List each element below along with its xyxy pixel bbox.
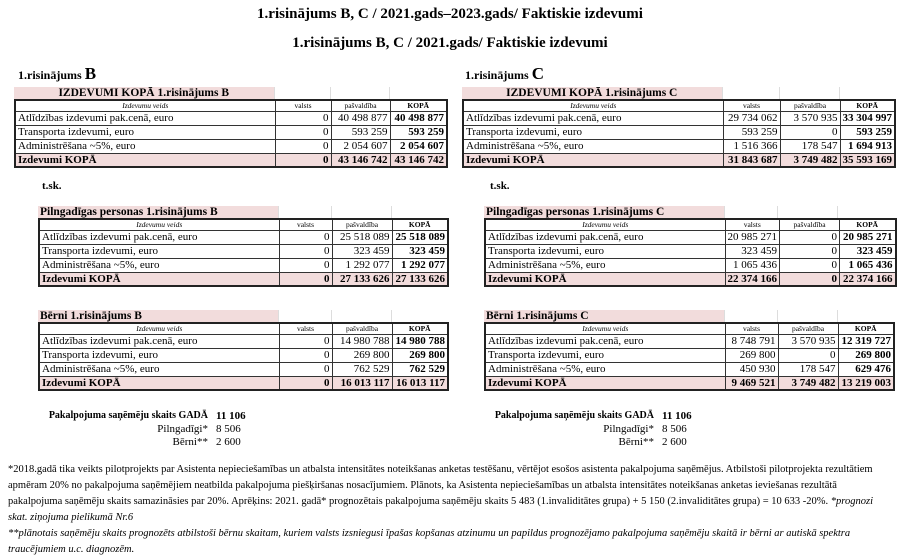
table-cell: 0 bbox=[780, 272, 840, 286]
table-cell: Administrēšana ~5%, euro bbox=[39, 258, 279, 272]
footnote-1-italic: *prognozi skat. ziņojuma pielikumā Nr.6 bbox=[8, 496, 873, 523]
table-cell: 323 459 bbox=[392, 244, 448, 258]
table-header-row bbox=[39, 323, 448, 334]
table-cell: Administrēšana ~5%, euro bbox=[15, 139, 275, 153]
table-row bbox=[39, 272, 448, 286]
table-cell: Transporta izdevumi, euro bbox=[485, 348, 725, 362]
table-cell: 2 054 607 bbox=[390, 139, 447, 153]
table-cell: 0 bbox=[279, 272, 332, 286]
column-header: KOPĀ bbox=[392, 219, 448, 230]
column-header: pašvaldība bbox=[780, 219, 840, 230]
table-cell: Administrēšana ~5%, euro bbox=[463, 139, 723, 153]
table-cell: 1 292 077 bbox=[332, 258, 392, 272]
table-cell: 40 498 877 bbox=[390, 111, 447, 125]
column-header: KOPĀ bbox=[390, 100, 447, 111]
table-row bbox=[485, 362, 894, 376]
table-row bbox=[39, 376, 448, 390]
column-header: Izdevumu veids bbox=[485, 219, 725, 230]
table-cell: 0 bbox=[279, 258, 332, 272]
table-cell: 0 bbox=[778, 348, 838, 362]
table-cell: 31 843 687 bbox=[723, 153, 780, 167]
table-row bbox=[39, 362, 448, 376]
table-cell: 2 054 607 bbox=[331, 139, 390, 153]
section-c-letter: C bbox=[531, 64, 544, 83]
table-cell: Atlīdzības izdevumi pak.cenā, euro bbox=[39, 334, 279, 348]
table-cell: Transporta izdevumi, euro bbox=[485, 244, 725, 258]
table-cell: 22 374 166 bbox=[725, 272, 780, 286]
table-cell: 8 748 791 bbox=[725, 334, 778, 348]
table-cell: 0 bbox=[279, 244, 332, 258]
summary-label: Bērni** bbox=[618, 436, 654, 448]
table-header-row bbox=[485, 219, 896, 230]
table-header-row bbox=[39, 219, 448, 230]
column-header: valsts bbox=[279, 323, 332, 334]
table-cell: 1 065 436 bbox=[725, 258, 780, 272]
table-cell: 27 133 626 bbox=[332, 272, 392, 286]
section-c-prefix: 1.risinājums bbox=[465, 68, 529, 82]
table-b_child bbox=[38, 310, 449, 391]
table-title: Bērni 1.risinājums C bbox=[484, 310, 724, 322]
table-cell: 0 bbox=[275, 125, 331, 139]
summary-label: Pilngadīgi* bbox=[603, 423, 654, 435]
summary-b bbox=[36, 410, 276, 449]
summary-value: 11 106 bbox=[662, 410, 692, 422]
table-header-row bbox=[463, 100, 895, 111]
section-c-heading bbox=[465, 64, 544, 84]
table-b_total bbox=[14, 87, 448, 168]
table-cell: 269 800 bbox=[332, 348, 392, 362]
table-b_adult bbox=[38, 206, 449, 287]
table-cell: 14 980 788 bbox=[332, 334, 392, 348]
table-cell: 20 985 271 bbox=[840, 230, 896, 244]
summary-row bbox=[36, 410, 276, 423]
table-cell: Transporta izdevumi, euro bbox=[39, 348, 279, 362]
table-cell: 178 547 bbox=[778, 362, 838, 376]
table-title: Pilngadīgas personas 1.risinājums B bbox=[38, 206, 278, 218]
column-header: pašvaldība bbox=[780, 100, 840, 111]
table-cell: 43 146 742 bbox=[331, 153, 390, 167]
table-cell: Administrēšana ~5%, euro bbox=[485, 258, 725, 272]
table-cell: 178 547 bbox=[780, 139, 840, 153]
summary-row bbox=[482, 423, 722, 436]
column-header: KOPĀ bbox=[840, 219, 896, 230]
table-cell: Izdevumi KOPĀ bbox=[485, 272, 725, 286]
column-header: valsts bbox=[723, 100, 780, 111]
table-cell: 762 529 bbox=[392, 362, 448, 376]
table-cell: Transporta izdevumi, euro bbox=[39, 244, 279, 258]
footnote-2: **plānotais saņēmēju skaits prognozēts atbilstoši bērnu skaitam, kuriem valsts izsniegusi īpašas kopšanas atzinumu un papildus prognozējamo pakalpojuma saņēmēju skaitā ir bērni ar autiskā spektra traucējumiem u.c. diagnozēm. bbox=[8, 528, 851, 555]
table-cell: 16 013 117 bbox=[332, 376, 392, 390]
footnote-1-text: *2018.gadā tika veikts pilotprojekts par Asistenta nepieciešamības un atbalsta intensitātes noteikšanas anketas testēšanu, vērtējot esošos asistenta pakalpojuma saņēmējus. Atbilstoši pilotprojekta rezultātiem apmēram 20% no pakalpojuma saņēmējiem neatbilda pakalpojuma piešķiršanas nosacījumiem. Plānots, ka Asistenta nepieciešamības un atbalsta intensitātes noteikšanas anketas ieviešanas rezultātā pakalpojuma saņēmēju skaits samazināsies par 20%. Aprēķins: 2021. gadā* prognozētais pakalpojuma saņēmēju skaits 5 483 (1.invaliditātes grupa) + 5 150 (2.invaliditātes grupa) = 10 633 -20%. bbox=[8, 464, 873, 507]
table-cell: 450 930 bbox=[725, 362, 778, 376]
table-row bbox=[39, 334, 448, 348]
table-c_total bbox=[462, 87, 896, 168]
section-b-prefix: 1.risinājums bbox=[18, 68, 82, 82]
column-header: valsts bbox=[725, 219, 780, 230]
table-row bbox=[15, 111, 447, 125]
table-cell: 593 259 bbox=[390, 125, 447, 139]
section-b-heading bbox=[18, 64, 96, 84]
table-row bbox=[15, 125, 447, 139]
table-header-row bbox=[15, 100, 447, 111]
table-cell: 0 bbox=[780, 258, 840, 272]
table-cell: 3 570 935 bbox=[780, 111, 840, 125]
summary-value: 2 600 bbox=[662, 436, 687, 448]
table-cell: 269 800 bbox=[392, 348, 448, 362]
table-cell: 3 570 935 bbox=[778, 334, 838, 348]
table-cell: Atlīdzības izdevumi pak.cenā, euro bbox=[15, 111, 275, 125]
table-cell: 14 980 788 bbox=[392, 334, 448, 348]
summary-c bbox=[482, 410, 722, 449]
table-row bbox=[485, 272, 896, 286]
table-row bbox=[485, 334, 894, 348]
summary-value: 8 506 bbox=[662, 423, 687, 435]
table-cell: 3 749 482 bbox=[780, 153, 840, 167]
summary-value: 2 600 bbox=[216, 436, 241, 448]
table-row bbox=[39, 230, 448, 244]
table-cell: 0 bbox=[279, 362, 332, 376]
table-row bbox=[485, 348, 894, 362]
column-header: pašvaldība bbox=[331, 100, 390, 111]
column-header: valsts bbox=[725, 323, 778, 334]
summary-row bbox=[482, 410, 722, 423]
table-cell: 0 bbox=[279, 348, 332, 362]
table-cell: Transporta izdevumi, euro bbox=[15, 125, 275, 139]
table-cell: 22 374 166 bbox=[840, 272, 896, 286]
table-row bbox=[463, 125, 895, 139]
table-cell: 593 259 bbox=[331, 125, 390, 139]
table-row bbox=[463, 153, 895, 167]
table-cell: 43 146 742 bbox=[390, 153, 447, 167]
table-cell: Atlīdzības izdevumi pak.cenā, euro bbox=[39, 230, 279, 244]
table-row bbox=[15, 153, 447, 167]
summary-value: 11 106 bbox=[216, 410, 246, 422]
table-cell: 593 259 bbox=[723, 125, 780, 139]
summary-row bbox=[482, 436, 722, 449]
table-cell: 629 476 bbox=[838, 362, 894, 376]
column-header: KOPĀ bbox=[840, 100, 895, 111]
table-cell: 0 bbox=[275, 153, 331, 167]
table-cell: 269 800 bbox=[838, 348, 894, 362]
section-b-letter: B bbox=[84, 64, 97, 83]
table-title: Bērni 1.risinājums B bbox=[38, 310, 278, 322]
table-cell: Izdevumi KOPĀ bbox=[485, 376, 725, 390]
column-header: pašvaldība bbox=[778, 323, 838, 334]
table-cell: 0 bbox=[780, 125, 840, 139]
summary-label: Pilngadīgi* bbox=[157, 423, 208, 435]
table-cell: 25 518 089 bbox=[332, 230, 392, 244]
sub-title: 1.risinājums B, C / 2021.gads/ Faktiskie izdevumi bbox=[292, 35, 608, 51]
table-row bbox=[39, 348, 448, 362]
column-header: Izdevumu veids bbox=[15, 100, 275, 111]
summary-label: Pakalpojuma saņēmēju skaits GADĀ bbox=[494, 410, 654, 421]
summary-value: 8 506 bbox=[216, 423, 241, 435]
table-cell: Administrēšana ~5%, euro bbox=[485, 362, 725, 376]
table-c_child bbox=[484, 310, 895, 391]
table-cell: 1 065 436 bbox=[840, 258, 896, 272]
table-cell: 33 304 997 bbox=[840, 111, 895, 125]
footnote-1 bbox=[8, 462, 893, 526]
table-cell: 762 529 bbox=[332, 362, 392, 376]
table-cell: Izdevumi KOPĀ bbox=[463, 153, 723, 167]
column-header: Izdevumu veids bbox=[39, 219, 279, 230]
table-cell: 323 459 bbox=[332, 244, 392, 258]
table-cell: 323 459 bbox=[840, 244, 896, 258]
table-cell: Atlīdzības izdevumi pak.cenā, euro bbox=[485, 230, 725, 244]
table-cell: 323 459 bbox=[725, 244, 780, 258]
tsk-label-c: t.sk. bbox=[490, 180, 510, 192]
column-header: KOPĀ bbox=[392, 323, 448, 334]
table-cell: Administrēšana ~5%, euro bbox=[39, 362, 279, 376]
summary-label: Bērni** bbox=[172, 436, 208, 448]
table-row bbox=[463, 139, 895, 153]
column-header: valsts bbox=[275, 100, 331, 111]
column-header: valsts bbox=[279, 219, 332, 230]
table-cell: 13 219 003 bbox=[838, 376, 894, 390]
table-row bbox=[463, 111, 895, 125]
column-header: Izdevumu veids bbox=[463, 100, 723, 111]
table-title: IZDEVUMI KOPĀ 1.risinājums B bbox=[14, 87, 274, 99]
table-title: IZDEVUMI KOPĀ 1.risinājums C bbox=[462, 87, 722, 99]
table-cell: 25 518 089 bbox=[392, 230, 448, 244]
table-cell: 269 800 bbox=[725, 348, 778, 362]
summary-row bbox=[36, 436, 276, 449]
table-cell: Transporta izdevumi, euro bbox=[463, 125, 723, 139]
table-cell: 1 694 913 bbox=[840, 139, 895, 153]
table-cell: 0 bbox=[780, 230, 840, 244]
table-cell: Atlīdzības izdevumi pak.cenā, euro bbox=[463, 111, 723, 125]
table-cell: 9 469 521 bbox=[725, 376, 778, 390]
table-cell: Izdevumi KOPĀ bbox=[15, 153, 275, 167]
table-row bbox=[485, 258, 896, 272]
table-cell: 0 bbox=[275, 111, 331, 125]
table-cell: 40 498 877 bbox=[331, 111, 390, 125]
table-row bbox=[39, 244, 448, 258]
table-cell: 593 259 bbox=[840, 125, 895, 139]
table-cell: 35 593 169 bbox=[840, 153, 895, 167]
summary-label: Pakalpojuma saņēmēju skaits GADĀ bbox=[48, 410, 208, 421]
table-header-row bbox=[485, 323, 894, 334]
table-cell: 0 bbox=[279, 230, 332, 244]
table-cell: 1 516 366 bbox=[723, 139, 780, 153]
table-cell: 20 985 271 bbox=[725, 230, 780, 244]
table-cell: 0 bbox=[279, 376, 332, 390]
main-title: 1.risinājums B, C / 2021.gads–2023.gads/ Faktiskie izdevumi bbox=[257, 6, 643, 22]
table-row bbox=[485, 244, 896, 258]
column-header: Izdevumu veids bbox=[485, 323, 725, 334]
table-cell: Izdevumi KOPĀ bbox=[39, 376, 279, 390]
table-cell: 29 734 062 bbox=[723, 111, 780, 125]
table-title: Pilngadīgas personas 1.risinājums C bbox=[484, 206, 724, 218]
column-header: pašvaldība bbox=[332, 323, 392, 334]
column-header: KOPĀ bbox=[838, 323, 894, 334]
table-cell: 27 133 626 bbox=[392, 272, 448, 286]
table-cell: 3 749 482 bbox=[778, 376, 838, 390]
table-row bbox=[15, 139, 447, 153]
table-cell: 12 319 727 bbox=[838, 334, 894, 348]
table-c_adult bbox=[484, 206, 897, 287]
column-header: pašvaldība bbox=[332, 219, 392, 230]
table-cell: Atlīdzības izdevumi pak.cenā, euro bbox=[485, 334, 725, 348]
table-cell: 16 013 117 bbox=[392, 376, 448, 390]
table-cell: 0 bbox=[275, 139, 331, 153]
table-row bbox=[485, 376, 894, 390]
table-cell: Izdevumi KOPĀ bbox=[39, 272, 279, 286]
table-cell: 1 292 077 bbox=[392, 258, 448, 272]
tsk-label-b: t.sk. bbox=[42, 180, 62, 192]
table-row bbox=[485, 230, 896, 244]
table-cell: 0 bbox=[279, 334, 332, 348]
column-header: Izdevumu veids bbox=[39, 323, 279, 334]
table-row bbox=[39, 258, 448, 272]
summary-row bbox=[36, 423, 276, 436]
table-cell: 0 bbox=[780, 244, 840, 258]
